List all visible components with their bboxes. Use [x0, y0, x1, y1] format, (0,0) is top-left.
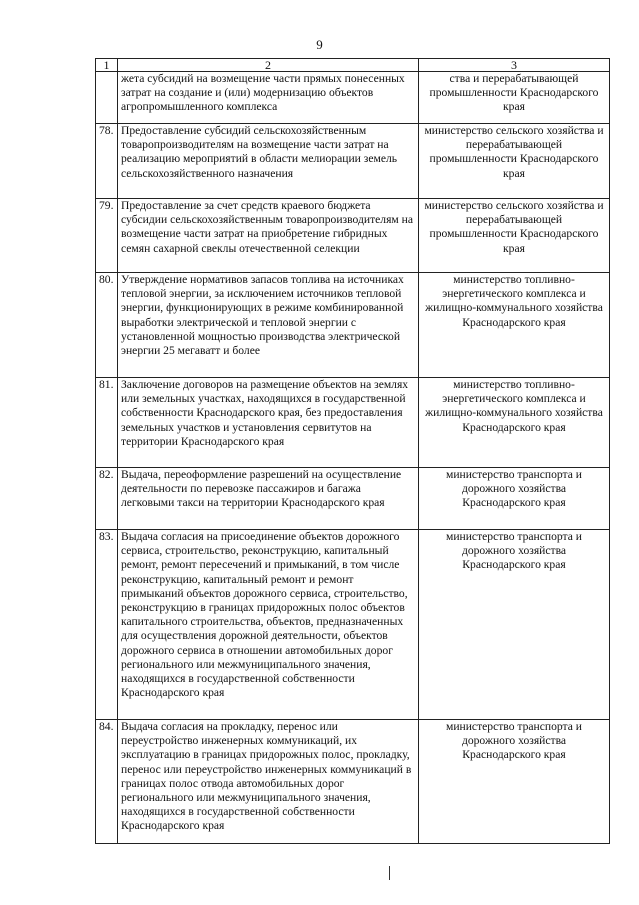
- row-number: 78.: [96, 124, 118, 199]
- authority-name: министерство транспорта и дорожного хозяйства Краснодарского края: [419, 530, 610, 720]
- row-number: 83.: [96, 530, 118, 720]
- service-description: жета субсидий на возмещение части прямых понесенных затрат на создание и (или) модернизацию объектов агропромышленного комплекса: [118, 72, 419, 124]
- column-header-authority: 3: [419, 59, 610, 72]
- row-number: 81.: [96, 378, 118, 468]
- scan-mark: [389, 866, 390, 880]
- table-row: [96, 273, 610, 378]
- table-row: [96, 468, 610, 530]
- table-row: [96, 72, 610, 124]
- row-number: 82.: [96, 468, 118, 530]
- authority-name: министерство сельского хозяйства и перерабатывающей промышленности Краснодарского края: [419, 124, 610, 199]
- service-description: Предоставление субсидий сельскохозяйственным товаропроизводителям на возмещение части затрат на реализацию мероприятий в области мелиорации земель сельскохозяйственного назначения: [118, 124, 419, 199]
- services-table: [95, 58, 610, 844]
- service-description: Выдача согласия на прокладку, перенос или переустройство инженерных коммуникаций, их эксплуатацию в границах придорожных полос, прокладку, перенос или переустройство инженерных коммуникаций в границах полос отвода автомобильных дорог регионального или межмуниципального значения, находящихся в государственной собственности Краснодарского края: [118, 720, 419, 844]
- authority-name: министерство топливно-энергетического комплекса и жилищно-коммунального хозяйства Краснодарского края: [419, 378, 610, 468]
- authority-name: министерство транспорта и дорожного хозяйства Краснодарского края: [419, 720, 610, 844]
- service-description: Утверждение нормативов запасов топлива на источниках тепловой энергии, за исключением источников тепловой энергии, функционирующих в режиме комбинированной выработки электрической и тепловой энергии с установленной мощностью производства электрической энергии 25 мегаватт и более: [118, 273, 419, 378]
- authority-name: министерство топливно-энергетического комплекса и жилищно-коммунального хозяйства Краснодарского края: [419, 273, 610, 378]
- table-row: [96, 720, 610, 844]
- service-description: Выдача, переоформление разрешений на осуществление деятельности по перевозке пассажиров и багажа легковыми такси на территории Краснодарского края: [118, 468, 419, 530]
- column-header-service: 2: [118, 59, 419, 72]
- column-header-number: 1: [96, 59, 118, 72]
- service-description: Заключение договоров на размещение объектов на землях или земельных участках, находящихся в государственной собственности Краснодарского края, без предоставления земельных участков и установления сервитутов на территории Краснодарского края: [118, 378, 419, 468]
- service-description: Предоставление за счет средств краевого бюджета субсидии сельскохозяйственным товаропроизводителям на возмещение части затрат на приобретение гибридных семян сахарной свеклы отечественной селекции: [118, 199, 419, 273]
- table-row: [96, 199, 610, 273]
- authority-name: министерство сельского хозяйства и перерабатывающей промышленности Краснодарского края: [419, 199, 610, 273]
- table-row: [96, 124, 610, 199]
- authority-name: министерство транспорта и дорожного хозяйства Краснодарского края: [419, 468, 610, 530]
- row-number: 84.: [96, 720, 118, 844]
- table-row: [96, 530, 610, 720]
- table-row: [96, 378, 610, 468]
- row-number: 79.: [96, 199, 118, 273]
- page-number: 9: [316, 37, 323, 52]
- row-number: 80.: [96, 273, 118, 378]
- authority-name: ства и перерабатывающей промышленности Краснодарского края: [419, 72, 610, 124]
- row-number: [96, 72, 118, 124]
- table-header-row: [96, 59, 610, 72]
- service-description: Выдача согласия на присоединение объектов дорожного сервиса, строительство, реконструкцию, капитальный ремонт, ремонт пересечений и примыканий, в том числе реконструкцию, капитальный ремонт и ремонт примыканий объектов дорожного сервиса, строительство, реконструкцию в границах придорожных полос объектов капитального строительства, объектов, предназначенных для осуществления дорожной деятельности, объектов дорожного сервиса в отношении автомобильных дорог регионального или межмуниципального значения, находящихся в государственной собственности Краснодарского края: [118, 530, 419, 720]
